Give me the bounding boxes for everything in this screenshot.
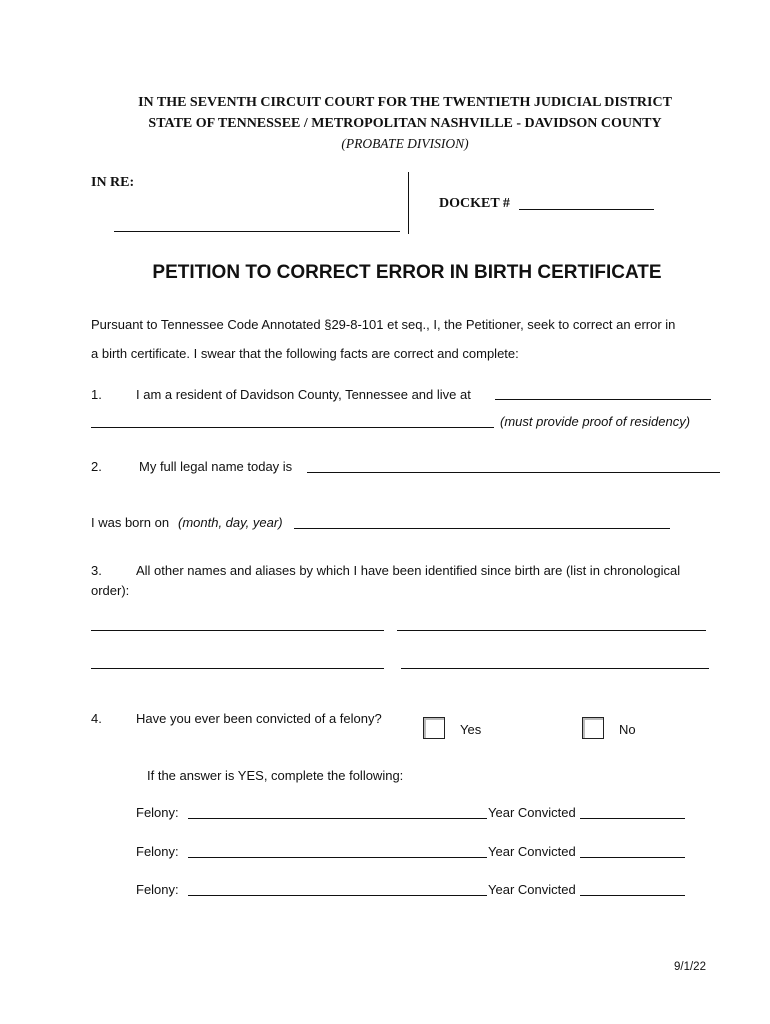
court-header-division: (PROBATE DIVISION) (341, 136, 469, 151)
felony-label-2: Felony: (136, 844, 179, 859)
year-convicted-field-1[interactable] (580, 818, 685, 819)
docket-number-field[interactable] (519, 209, 654, 210)
felony-no-label: No (619, 722, 636, 737)
q1-number: 1. (91, 387, 102, 402)
q4-number: 4. (91, 711, 102, 726)
q3-number: 3. (91, 563, 102, 578)
felony-field-3[interactable] (188, 895, 487, 896)
born-on-hint: (month, day, year) (178, 515, 283, 530)
legal-name-field[interactable] (307, 472, 720, 473)
q2-number: 2. (91, 459, 102, 474)
petition-title: PETITION TO CORRECT ERROR IN BIRTH CERTIFICATE (152, 262, 662, 283)
felony-yes-label: Yes (460, 722, 482, 737)
q3-text-line2: order): (91, 583, 130, 598)
felony-field-1[interactable] (188, 818, 487, 819)
in-re-label: IN RE: (91, 175, 135, 190)
q4-text: Have you ever been convicted of a felony? (136, 711, 382, 726)
court-header-line2: STATE OF TENNESSEE / METROPOLITAN NASHVILLE - DAVIDSON COUNTY (148, 116, 662, 131)
q1-address-field-2[interactable] (91, 427, 494, 428)
felony-label-1: Felony: (136, 805, 179, 820)
born-on-label: I was born on (91, 515, 170, 530)
alias-field-3[interactable] (91, 668, 384, 669)
year-convicted-field-2[interactable] (580, 857, 685, 858)
revision-date: 9/1/22 (674, 961, 706, 973)
felony-yes-checkbox[interactable] (423, 717, 445, 739)
q1-text: I am a resident of Davidson County, Tennessee and live at (136, 387, 471, 402)
alias-field-4[interactable] (401, 668, 709, 669)
year-convicted-label-3: Year Convicted (488, 882, 576, 897)
intro-line1: Pursuant to Tennessee Code Annotated §29-8-101 et seq., I, the Petitioner, seek to correct an error in (91, 317, 676, 332)
year-convicted-field-3[interactable] (580, 895, 685, 896)
felony-field-2[interactable] (188, 857, 487, 858)
caption-divider (408, 172, 409, 234)
felony-instruction: If the answer is YES, complete the following: (147, 768, 404, 783)
q2-text: My full legal name today is (139, 459, 293, 474)
q1-address-field-1[interactable] (495, 399, 711, 400)
docket-label: DOCKET # (439, 196, 510, 211)
court-header-line1: IN THE SEVENTH CIRCUIT COURT FOR THE TWENTIETH JUDICIAL DISTRICT (138, 95, 672, 110)
year-convicted-label-1: Year Convicted (488, 805, 576, 820)
felony-label-3: Felony: (136, 882, 179, 897)
in-re-name-field[interactable] (114, 231, 400, 232)
q1-proof-note: (must provide proof of residency) (500, 414, 691, 429)
alias-field-1[interactable] (91, 630, 384, 631)
alias-field-2[interactable] (397, 630, 706, 631)
year-convicted-label-2: Year Convicted (488, 844, 576, 859)
q3-text-line1: All other names and aliases by which I have been identified since birth are (list in chronological (136, 563, 681, 578)
intro-line2: a birth certificate. I swear that the following facts are correct and complete: (91, 346, 519, 361)
felony-no-checkbox[interactable] (582, 717, 604, 739)
birth-date-field[interactable] (294, 528, 670, 529)
